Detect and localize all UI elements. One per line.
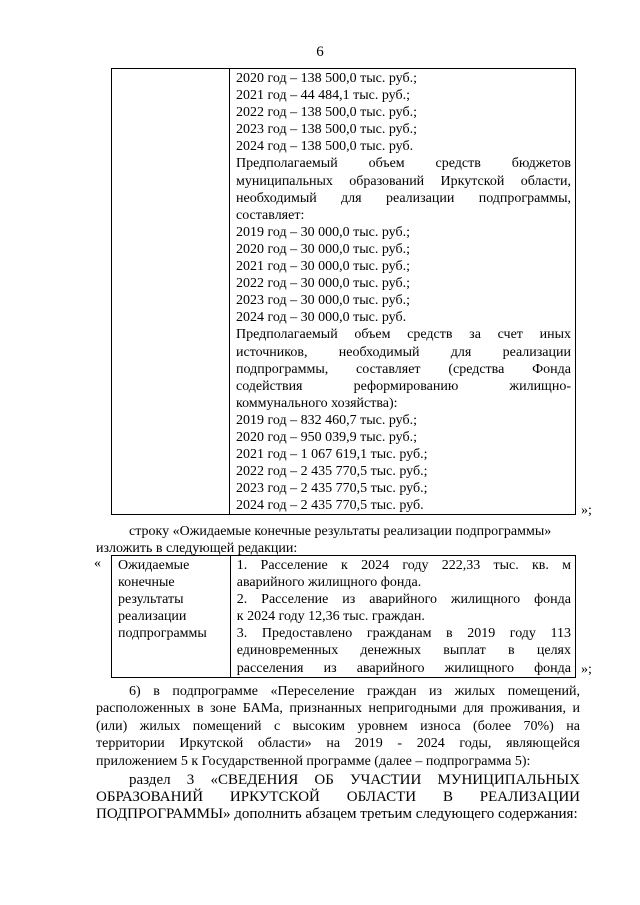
funding-line: необходимый для реализации подпрограммы, — [235, 190, 571, 206]
results-label-line: подпрограммы — [118, 626, 207, 642]
replace-instruction-line: строку «Ожидаемые конечные результаты реализации подпрограммы» — [129, 524, 552, 539]
funding-line: 2023 год – 2 435 770,5 тыс. руб.; — [235, 481, 428, 497]
results-label-line: реализации — [118, 609, 187, 625]
results-line: 3. Предоставлено гражданам в 2019 году 113 — [236, 626, 571, 642]
funding-line: 2024 год – 138 500,0 тыс. руб. — [235, 139, 414, 155]
funding-text — [230, 69, 575, 514]
funding-line: 2023 год – 30 000,0 тыс. руб.; — [235, 293, 410, 309]
funding-line: содействия реформированию жилищно- — [235, 378, 571, 394]
funding-line: 2024 год – 2 435 770,5 тыс. руб. — [235, 498, 424, 514]
results-label — [112, 556, 230, 642]
replace-instruction-line: изложить в следующей редакции: — [96, 541, 298, 557]
item-6-line: (или) жилых помещений с высоким уровнем износа (более 70%) на — [96, 718, 580, 734]
section-3-line: раздел 3 «СВЕДЕНИЯ ОБ УЧАСТИИ МУНИЦИПАЛЬНЫХ — [129, 772, 580, 788]
results-label-cell — [112, 556, 231, 678]
item-6-line: территории Иркутской области» на 2019 - 2024 годы, являющейся — [96, 736, 580, 752]
funding-line: составляет: — [235, 207, 305, 223]
funding-line: 2023 год – 138 500,0 тыс. руб.; — [235, 122, 417, 138]
results-text — [231, 556, 575, 677]
funding-table-label-cell — [112, 69, 230, 515]
table2-close-quote: »; — [581, 662, 592, 677]
funding-line: 2020 год – 30 000,0 тыс. руб.; — [235, 241, 410, 257]
results-label-line: Ожидаемые — [118, 558, 190, 573]
page-number: 6 — [316, 44, 324, 60]
results-content-cell — [230, 556, 575, 678]
funding-line: 2019 год – 832 460,7 тыс. руб.; — [235, 412, 417, 428]
results-line: аварийного жилищного фонда. — [236, 575, 422, 591]
funding-line: подпрограммы, составляет (средства Фонда — [235, 361, 571, 377]
funding-line: источников, необходимый для реализации — [235, 344, 571, 360]
results-line: 2. Расселение из аварийного жилищного фонда — [236, 592, 571, 608]
funding-line: 2021 год – 44 484,1 тыс. руб.; — [235, 88, 410, 104]
results-line: к 2024 году 12,36 тыс. граждан. — [236, 609, 425, 625]
funding-table-content-cell — [229, 69, 575, 515]
funding-line: 2019 год – 30 000,0 тыс. руб.; — [235, 224, 410, 240]
funding-line: 2021 год – 30 000,0 тыс. руб.; — [235, 259, 410, 275]
results-label-line: результаты — [118, 592, 184, 608]
replace-instruction — [96, 523, 580, 558]
results-table — [111, 555, 576, 678]
funding-line: Предполагаемый объем средств бюджетов — [235, 156, 571, 172]
table2-open-quote: « — [94, 556, 101, 571]
table1-close-quote: »; — [581, 503, 592, 518]
funding-line: 2022 год – 2 435 770,5 тыс. руб.; — [235, 464, 428, 480]
results-label-line: конечные — [118, 575, 175, 591]
funding-line: 2020 год – 950 039,9 тыс. руб.; — [235, 429, 417, 445]
funding-line: Предполагаемый объем средств за счет иных — [235, 327, 571, 343]
item-6-line: приложением 5 к Государственной программе (далее – подпрограмма 5): — [96, 753, 531, 769]
results-line: расселения из аварийного жилищного фонда — [236, 660, 571, 676]
funding-line: 2022 год – 138 500,0 тыс. руб.; — [235, 105, 417, 121]
section-3-line: ПОДПРОГРАММЫ» дополнить абзацем третьим следующего содержания: — [96, 806, 578, 822]
section-3-line: ОБРАЗОВАНИЙ ИРКУТСКОЙ ОБЛАСТИ В РЕАЛИЗАЦИИ — [96, 789, 580, 805]
funding-line: 2020 год – 138 500,0 тыс. руб.; — [235, 71, 417, 86]
funding-line: 2021 год – 1 067 619,1 тыс. руб.; — [235, 447, 428, 463]
item-6-line: 6) в подпрограмме «Переселение граждан из жилых помещений, — [129, 684, 580, 699]
results-line: 1. Расселение к 2024 году 222,33 тыс. кв. м — [236, 558, 571, 573]
results-line: единовременных денежных выплат в целях — [236, 643, 571, 659]
item-6-paragraph — [96, 683, 580, 770]
funding-line: 2022 год – 30 000,0 тыс. руб.; — [235, 276, 410, 292]
funding-line: муниципальных образований Иркутской области, — [235, 173, 571, 189]
funding-table — [111, 68, 576, 515]
funding-line: коммунального хозяйства): — [235, 395, 398, 411]
item-6-line: расположенных в зоне БАМа, признанных непригодными для проживания, и — [96, 701, 580, 717]
funding-line: 2024 год – 30 000,0 тыс. руб. — [235, 310, 407, 326]
section-3-paragraph — [96, 772, 580, 823]
